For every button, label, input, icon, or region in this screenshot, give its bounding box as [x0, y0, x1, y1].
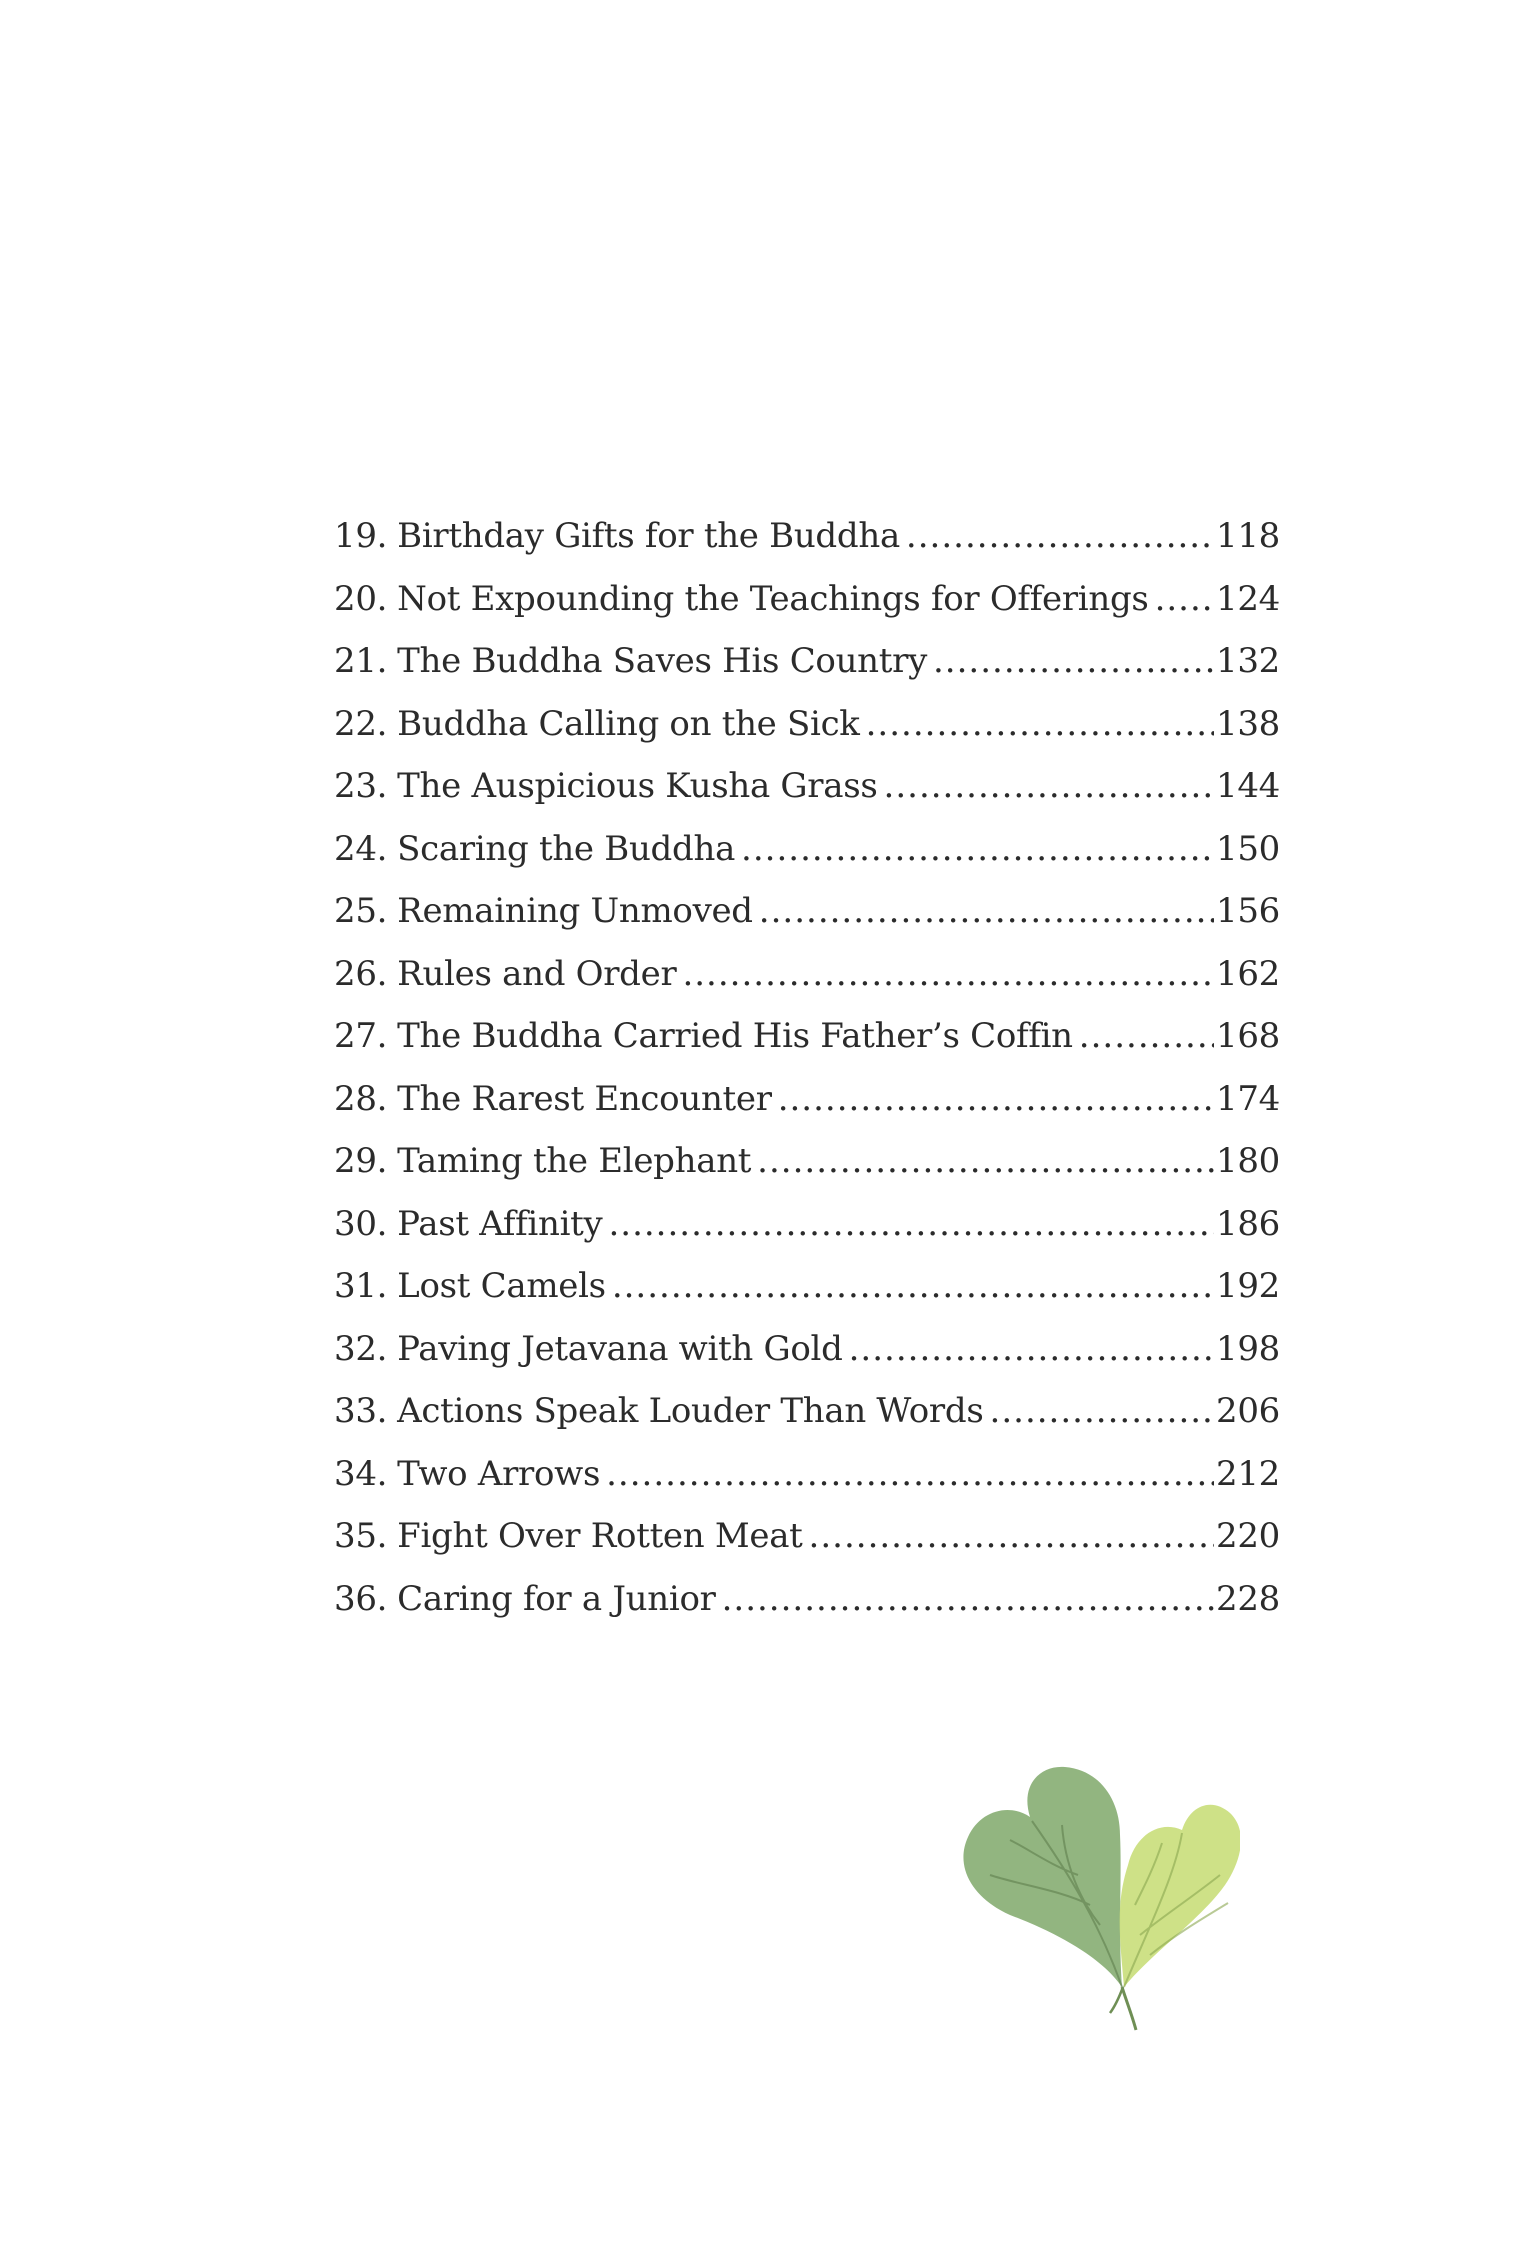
toc-entry-page-number: 150 [1216, 828, 1280, 869]
toc-entry-number: 28. [334, 1078, 388, 1119]
table-of-contents [334, 516, 1280, 1641]
dot-leader [612, 1266, 1214, 1306]
dot-leader [606, 1454, 1214, 1494]
toc-entry [334, 1016, 1280, 1079]
light-leaf-shape [1120, 1805, 1240, 1987]
toc-entry-page-number: 124 [1216, 578, 1280, 619]
toc-entry [334, 704, 1280, 767]
toc-entry-title: Scaring the Buddha [397, 828, 736, 869]
toc-entry-number: 20. [334, 578, 388, 619]
toc-entry-title: Taming the Elephant [397, 1141, 752, 1181]
toc-entry [334, 641, 1280, 704]
toc-entry [334, 1204, 1280, 1267]
toc-entry-number: 24. [334, 828, 388, 869]
toc-entry-page-number: 220 [1216, 1516, 1280, 1556]
dot-leader [757, 1141, 1214, 1181]
dot-leader [849, 1329, 1214, 1369]
dot-leader [906, 516, 1214, 556]
toc-entry-title: Fight Over Rotten Meat [397, 1516, 803, 1556]
toc-entry-page-number: 138 [1216, 703, 1280, 744]
toc-entry-number: 25. [334, 891, 388, 931]
toc-entry [334, 954, 1280, 1017]
toc-entry-number: 33. [334, 1391, 388, 1431]
toc-entry [334, 1329, 1280, 1392]
dark-leaf-shape [963, 1767, 1122, 1987]
toc-entry-title: Past Affinity [397, 1203, 603, 1244]
toc-entry-title: Rules and Order [397, 953, 677, 994]
stem [1122, 1987, 1136, 2030]
toc-entry [334, 1516, 1280, 1579]
toc-entry [334, 829, 1280, 892]
toc-entry [334, 891, 1280, 954]
toc-entry-number: 22. [334, 703, 388, 744]
toc-entry-number: 34. [334, 1453, 388, 1494]
toc-entry-number: 31. [334, 1266, 388, 1306]
toc-entry-number: 30. [334, 1203, 388, 1244]
dot-leader [682, 954, 1214, 994]
toc-entry-title: Two Arrows [397, 1453, 601, 1494]
dot-leader [990, 1391, 1214, 1431]
toc-entry [334, 1454, 1280, 1517]
toc-entry-number: 19. [334, 516, 388, 556]
toc-entry-number: 26. [334, 953, 388, 994]
toc-entry-page-number: 180 [1216, 1141, 1280, 1181]
toc-entry [334, 579, 1280, 642]
toc-entry-page-number: 118 [1216, 516, 1280, 556]
toc-entry-number: 35. [334, 1516, 388, 1556]
toc-entry [334, 1079, 1280, 1142]
toc-entry-page-number: 156 [1216, 891, 1280, 931]
toc-entry-number: 29. [334, 1141, 388, 1181]
toc-entry-title: Buddha Calling on the Sick [397, 703, 860, 744]
toc-entry-page-number: 174 [1216, 1078, 1280, 1119]
toc-entry-title: Caring for a Junior [397, 1578, 716, 1619]
toc-entry-page-number: 192 [1216, 1266, 1280, 1306]
toc-entry-title: The Auspicious Kusha Grass [397, 766, 878, 806]
dot-leader [933, 641, 1214, 681]
toc-entry [334, 1579, 1280, 1642]
toc-entry [334, 766, 1280, 829]
toc-entry-page-number: 162 [1216, 953, 1280, 994]
toc-entry-page-number: 212 [1216, 1453, 1280, 1494]
toc-entry-title: Remaining Unmoved [397, 891, 753, 931]
toc-entry-page-number: 144 [1216, 766, 1280, 806]
toc-entry-number: 21. [334, 641, 388, 681]
dot-leader [809, 1516, 1214, 1556]
dot-leader [866, 704, 1214, 744]
bodhi-leaves-icon [950, 1725, 1240, 2035]
dot-leader [1079, 1016, 1214, 1056]
stem-tip [1110, 1987, 1123, 2013]
toc-entry-number: 32. [334, 1328, 388, 1369]
toc-entry-title: Lost Camels [397, 1266, 606, 1306]
toc-entry-title: Not Expounding the Teachings for Offerings [397, 578, 1149, 619]
toc-entry-page-number: 168 [1216, 1016, 1280, 1056]
toc-entry-number: 23. [334, 766, 388, 806]
toc-entry [334, 1391, 1280, 1454]
toc-entry [334, 1141, 1280, 1204]
dot-leader [778, 1079, 1214, 1119]
dot-leader [608, 1204, 1214, 1244]
toc-entry-title: The Rarest Encounter [397, 1078, 772, 1119]
toc-entry-title: The Buddha Saves His Country [397, 641, 927, 681]
toc-entry-title: Paving Jetavana with Gold [397, 1328, 843, 1369]
toc-entry-page-number: 228 [1216, 1578, 1280, 1619]
toc-entry [334, 1266, 1280, 1329]
toc-entry [334, 516, 1280, 579]
toc-entry-page-number: 186 [1216, 1203, 1280, 1244]
toc-entry-page-number: 198 [1216, 1328, 1280, 1369]
dot-leader [1155, 579, 1214, 619]
toc-entry-title: The Buddha Carried His Father’s Coffin [397, 1016, 1073, 1056]
dot-leader [741, 829, 1214, 869]
dot-leader [722, 1579, 1214, 1619]
toc-entry-number: 36. [334, 1578, 388, 1619]
toc-entry-page-number: 132 [1216, 641, 1280, 681]
toc-entry-page-number: 206 [1216, 1391, 1280, 1431]
dot-leader [884, 766, 1214, 806]
toc-entry-title: Actions Speak Louder Than Words [397, 1391, 984, 1431]
toc-entry-title: Birthday Gifts for the Buddha [397, 516, 900, 556]
dot-leader [759, 891, 1214, 931]
toc-entry-number: 27. [334, 1016, 388, 1056]
